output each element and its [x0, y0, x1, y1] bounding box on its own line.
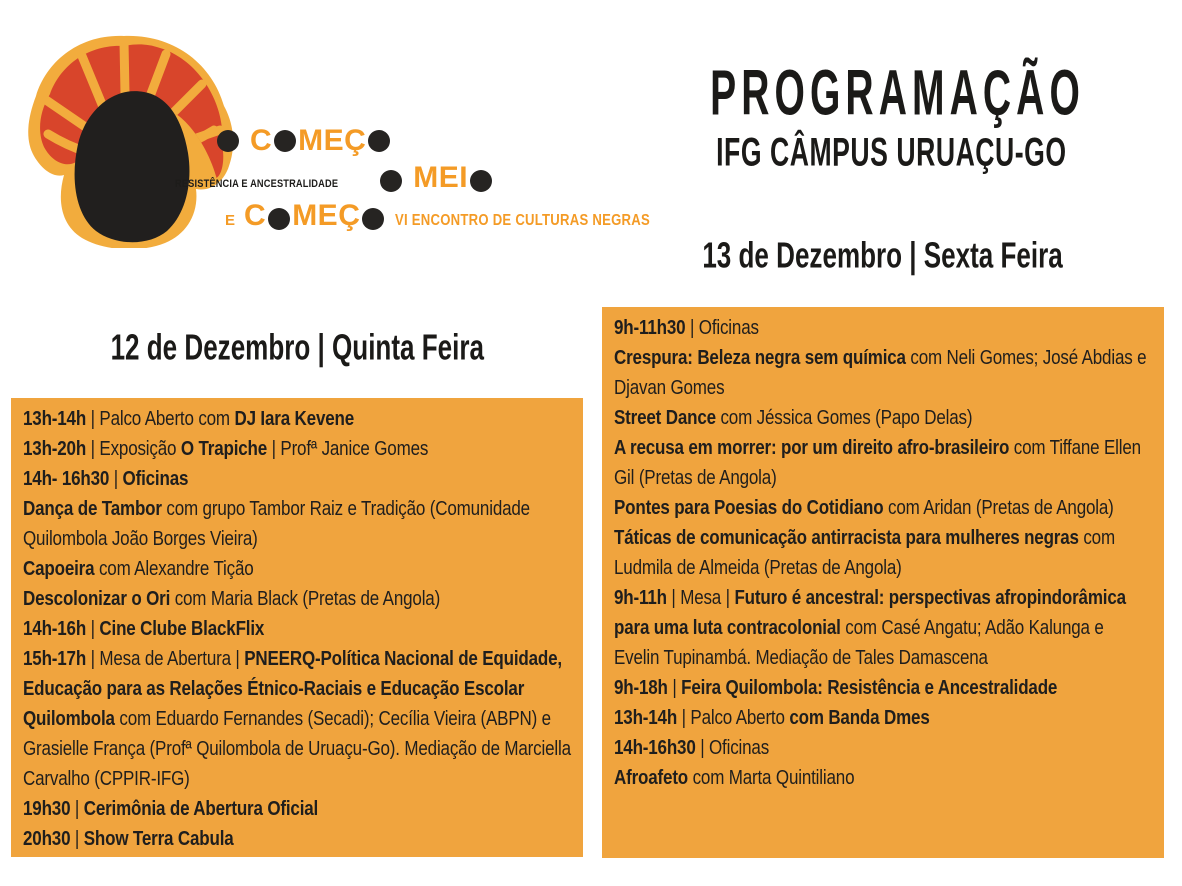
schedule-entry: 9h-18h | Feira Quilombola: Resistência e Ancestralidade	[614, 677, 1058, 699]
schedule-entry: Descolonizar o Ori com Maria Black (Pretas de Angola)	[23, 588, 441, 610]
letter-o-dot-icon	[380, 170, 402, 192]
schedule-entry: A recusa em morrer: por um direito afro-brasileiro com Tiffane Ellen Gil (Pretas de Angola)	[614, 437, 1141, 489]
logo-text: MEÇ	[292, 199, 361, 232]
schedule-entry: Afroafeto com Marta Quintiliano	[614, 767, 855, 789]
logo-text: C	[250, 124, 273, 157]
schedule-entry: 14h-16h | Cine Clube BlackFlix	[23, 618, 265, 640]
logo-text: RESISTÊNCIA E ANCESTRALIDADE	[175, 178, 339, 190]
logo-text: VI ENCONTRO DE CULTURAS NEGRAS	[395, 212, 651, 229]
schedule-day1-block	[11, 398, 583, 857]
campus-subtitle: IFG CÂMPUS URUAÇU-GO	[715, 130, 1067, 176]
schedule-entry: Crespura: Beleza negra sem química com Neli Gomes; José Abdias e Djavan Gomes	[614, 347, 1147, 399]
logo-text: E	[225, 212, 236, 229]
schedule-entry: 13h-14h | Palco Aberto com DJ Iara Kevene	[23, 408, 355, 430]
schedule-entry: Street Dance com Jéssica Gomes (Papo Delas)	[614, 407, 973, 429]
letter-o-dot-icon	[470, 170, 492, 192]
schedule-day2-list	[614, 313, 1151, 793]
letter-o-dot-icon	[362, 208, 384, 230]
event-logo	[170, 124, 651, 236]
schedule-entry: Dança de Tambor com grupo Tambor Raiz e Tradição (Comunidade Quilombola João Borges Vieira)	[23, 498, 530, 550]
schedule-entry: 15h-17h | Mesa de Abertura | PNEERQ-Política Nacional de Equidade, Educação para as Relações Étnico-Raciais e Educação Escolar Quilombola com Eduardo Fernandes (Secadi); Cecília Vieira (ABPN) e Grasielle França (Profª Quilombola de Uruaçu-Go). Mediação de Marciella Carvalho (CPPIR-IFG)	[23, 648, 571, 790]
page-title: PROGRAMAÇÃO	[710, 57, 1085, 129]
schedule-entry: 14h-16h30 | Oficinas	[614, 737, 770, 759]
schedule-entry: 13h-20h | Exposição O Trapiche | Profª Janice Gomes	[23, 438, 429, 460]
logo-text: MEI	[413, 161, 469, 194]
program-title-block	[600, 57, 1182, 176]
letter-o-dot-icon	[217, 130, 239, 152]
schedule-entry: 13h-14h | Palco Aberto com Banda Dmes	[614, 707, 930, 729]
schedule-entry: 19h30 | Cerimônia de Abertura Oficial	[23, 798, 319, 820]
schedule-entry: Táticas de comunicação antirracista para mulheres negras com Ludmila de Almeida (Pretas de Angola)	[614, 527, 1115, 579]
letter-o-dot-icon	[368, 130, 390, 152]
day2-heading: 13 de Dezembro | Sexta Feira	[702, 235, 1064, 276]
title-campus-row	[600, 130, 1182, 176]
schedule-entry: Pontes para Poesias do Cotidiano com Aridan (Pretas de Angola)	[614, 497, 1114, 519]
logo-line-o-meio	[175, 163, 610, 199]
schedule-entry: 14h- 16h30 | Oficinas	[23, 468, 189, 490]
schedule-entry: 20h30 | Show Terra Cabula	[23, 828, 234, 850]
logo-line-e-comeco	[225, 199, 651, 236]
letter-o-dot-icon	[274, 130, 296, 152]
schedule-entry: Capoeira com Alexandre Tição	[23, 558, 254, 580]
title-programacao-row	[600, 57, 1182, 129]
letter-o-dot-icon	[268, 208, 290, 230]
schedule-day2-block	[602, 307, 1164, 858]
logo-text: C	[244, 199, 267, 232]
schedule-entry: 9h-11h | Mesa | Futuro é ancestral: perspectivas afropindorâmica para uma luta contracolonial com Casé Angatu; Adão Kalunga e Evelin Tupinambá. Mediação de Tales Damascena	[614, 587, 1126, 669]
schedule-day1-list	[23, 404, 571, 854]
logo-text: MEÇ	[298, 124, 367, 157]
schedule-entry: 9h-11h30 | Oficinas	[614, 317, 759, 339]
logo-line-o-comeco	[215, 126, 610, 156]
day1-heading: 12 de Dezembro | Quinta Feira	[110, 327, 484, 368]
